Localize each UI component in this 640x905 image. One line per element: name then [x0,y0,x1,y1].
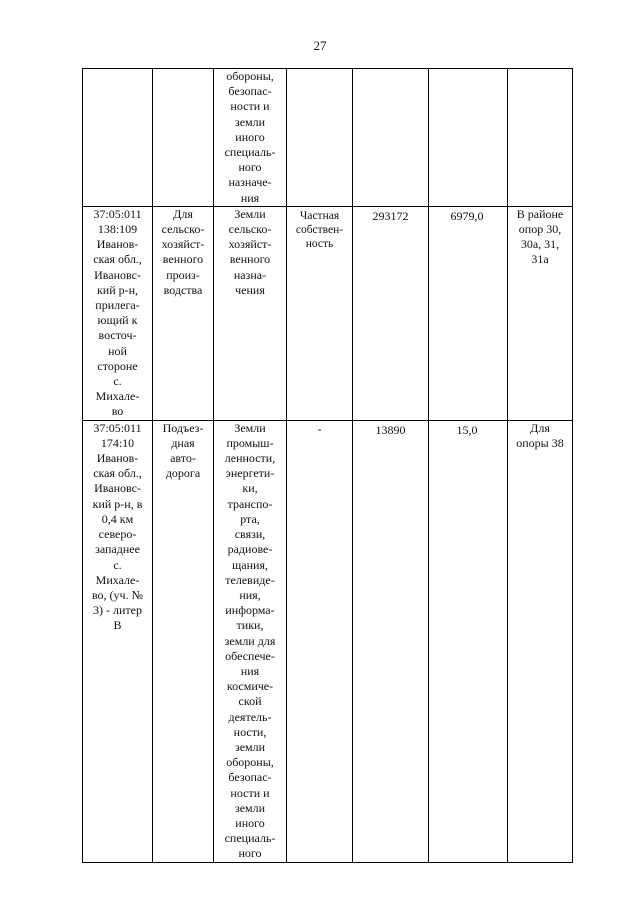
cell-text-line: ния [240,190,260,205]
cell-text-line: тики, [236,618,264,633]
cell-text-line: земли [234,800,266,815]
cell-text-line: Для [173,206,193,221]
cell-text-line: ния [240,663,260,678]
cell-text-line: ности, [233,724,267,739]
cell-text-line: щания, [232,557,268,572]
cell-text-line: земли [234,739,266,754]
land-category-cell [214,69,287,207]
cell-text-line: собствен- [295,223,344,236]
cell-text-line: 37:05:011 [93,206,142,221]
cell-text-line: водства [163,282,203,297]
ownership-cell [287,206,353,420]
cadastral-number-cell [83,420,153,862]
cell-text-line: опор 30, [518,222,562,237]
cell-text-line: обороны, [226,69,274,83]
area-used-cell [429,206,508,420]
cell-text-line: назна- [233,267,267,282]
cell-text-line: кий р-н, [96,282,139,297]
location-note-cell [508,206,573,420]
cell-text-line: во, (уч. № [91,587,144,602]
land-category-cell [214,206,287,420]
area-used-cell [429,420,508,862]
cell-text-line: земли [234,114,266,129]
cell-text-line: произ- [166,267,200,282]
cell-text-line: с. [113,374,122,389]
ownership-cell [287,420,353,862]
cell-text-line: северо- [98,527,137,542]
cell-text-line: информа- [225,603,275,618]
cell-text-line: ленности, [224,451,276,466]
cell-text-line: во [111,404,124,419]
cell-text-line: ская обл., [93,466,142,481]
cell-text-line: транспо- [227,496,273,511]
cell-text-line: дная [171,435,195,450]
cell-text-line: с. [113,557,122,572]
cell-text-line: сельско- [161,222,205,237]
cell-text-line: связи, [234,527,266,542]
cell-text-line: дорога [165,466,201,481]
cell-text-line: Подъез- [162,420,204,435]
cell-text-line: 37:05:011 [93,420,142,435]
cell-text-line: земли для [224,633,276,648]
cell-text-line: ности и [230,99,270,114]
cell-text-line: 3) - литер [93,603,142,618]
cell-text-line: обороны, [226,755,274,770]
cell-text-line: Ивановс- [94,267,141,282]
cell-text-line: ного [238,846,262,861]
cell-text-line: Земли [234,206,266,221]
cell-text-line: Иванов- [96,237,139,252]
cell-text-line: сельско- [228,222,272,237]
cell-text-line: Для [530,420,550,435]
cell-text-line: ющий к [97,313,138,328]
cell-text-line: Михале- [95,389,140,404]
area-total-cell [353,420,429,862]
cell-text-line: ская обл., [93,252,142,267]
cell-text-line: венного [229,252,271,267]
cell-text-line: ности и [230,785,270,800]
page-number: 27 [313,38,327,53]
cell-text-line: стороне [97,358,138,373]
cell-text-line: 30а, 31, [520,237,560,252]
ownership-cell [287,69,353,207]
cell-text-line: 174:10 [100,435,135,450]
cell-text-line: 138:109 [97,222,138,237]
cell-text-line: - [317,423,322,436]
land-category-cell [214,420,287,862]
cell-text-line: прилега- [95,298,140,313]
cell-text-line: специаль- [224,831,276,846]
cell-text-line: ния, [239,587,261,602]
cell-text-line: В районе [516,206,564,221]
table-row [83,206,573,420]
cell-text-line: энергети- [225,466,275,481]
cell-text-line: ной [108,343,127,358]
area-used-cell [429,69,508,207]
cell-text-line: Михале- [95,572,140,587]
cell-text-line: опоры 38 [516,435,564,450]
cell-text-line: 15,0 [456,422,478,437]
cell-text-line: телевиде- [225,572,275,587]
cell-text-line: безопас- [228,770,272,785]
cell-text-line: Ивановс- [94,481,141,496]
cell-text-line: промыш- [226,435,274,450]
cell-text-line: назначе- [228,175,272,190]
cell-text-line: обеспече- [225,648,275,663]
cadastral-number-cell [83,206,153,420]
cell-text-line: 31а [531,252,549,267]
cell-text-line: специаль- [224,145,276,160]
permitted-use-cell [153,69,214,207]
cell-text-line: авто- [170,451,196,466]
cell-text-line: ность [305,237,334,250]
cell-text-line: 13890 [375,422,406,437]
cell-text-line: Иванов- [96,451,139,466]
cell-text-line: космиче- [226,679,274,694]
cell-text-line: ки, [242,481,258,496]
cell-text-line: хозяйст- [161,237,205,252]
cell-text-line: иного [235,129,265,144]
cell-text-line: радиове- [227,542,273,557]
cell-text-line: Частная [299,209,340,222]
cell-text-line: безопас- [228,84,272,99]
table-row [83,69,573,207]
cadastral-number-cell [83,69,153,207]
cell-text-line: кий р-н, в [92,496,143,511]
cell-text-line: В [113,618,122,633]
cell-text-line: ного [238,160,262,175]
area-total-cell [353,69,429,207]
permitted-use-cell [153,206,214,420]
location-note-cell [508,69,573,207]
cell-text-line: Земли [234,420,266,435]
cell-text-line: деятель- [228,709,272,724]
cell-text-line: рта, [240,511,260,526]
land-plots-table [82,68,573,863]
cell-text-line: 6979,0 [450,208,484,223]
table-row [83,420,573,862]
cell-text-line: хозяйст- [228,237,272,252]
cell-text-line: венного [162,252,204,267]
cell-text-line: чения [235,282,265,297]
cell-text-line: 293172 [372,208,409,223]
area-total-cell [353,206,429,420]
cell-text-line: западнее [95,542,140,557]
permitted-use-cell [153,420,214,862]
cell-text-line: ской [238,694,262,709]
cell-text-line: 0,4 км [101,511,134,526]
cell-text-line: восточ- [98,328,137,343]
location-note-cell [508,420,573,862]
cell-text-line: иного [235,815,265,830]
